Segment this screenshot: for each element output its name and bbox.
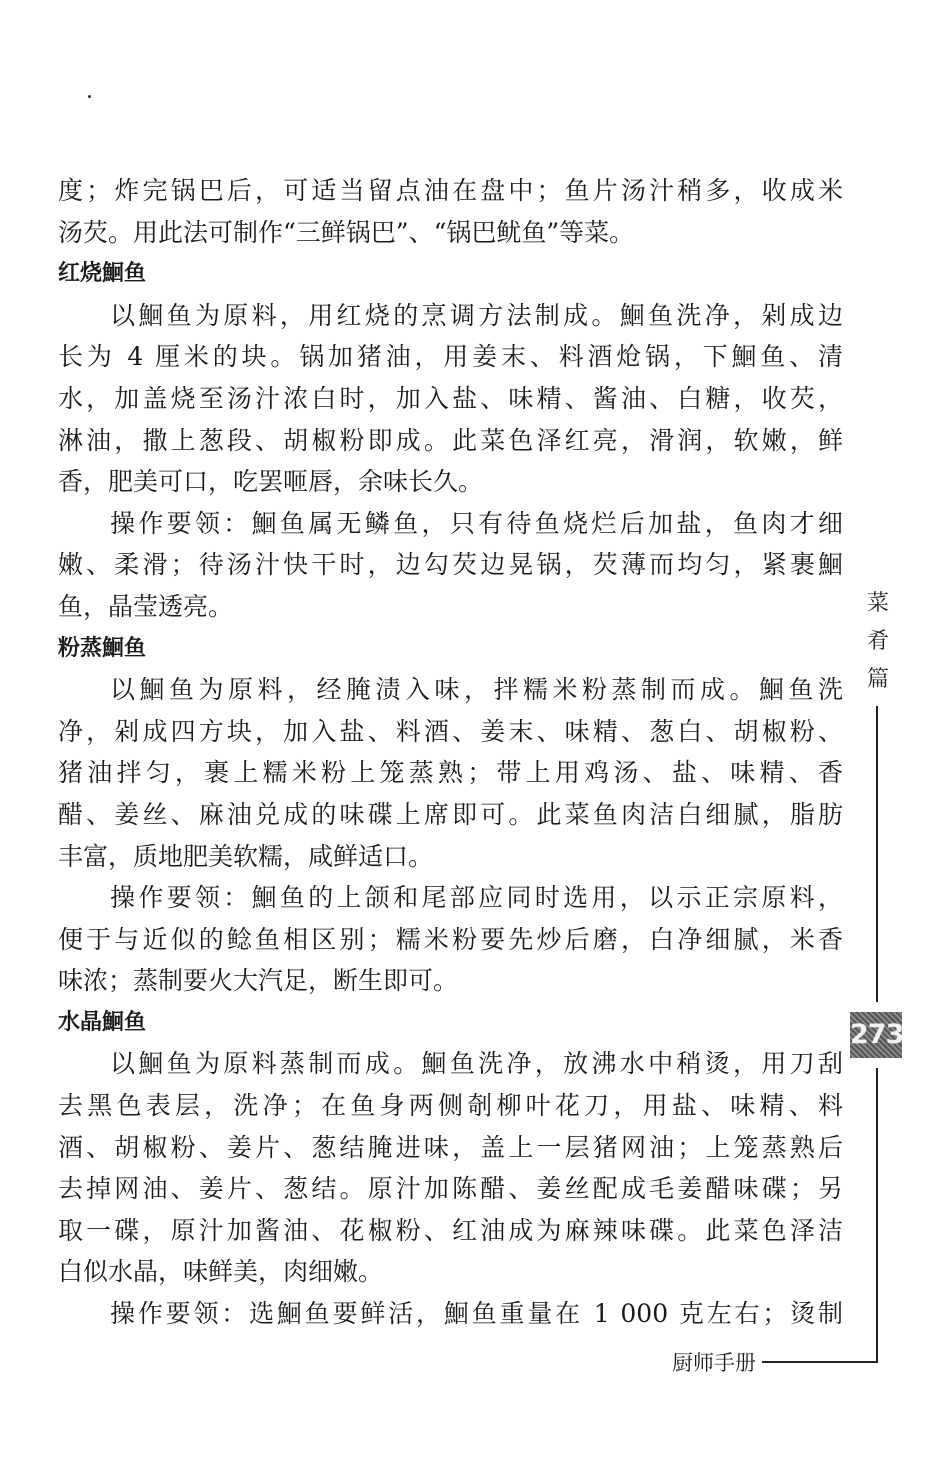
footer-rule — [762, 1361, 878, 1363]
text-line: 醋、姜丝、麻油兑成的味碟上席即可。此菜鱼肉洁白细腻，脂肪 — [58, 799, 843, 829]
section-char-2: 肴 — [866, 629, 889, 654]
text-line: 去黑色表层，洗净；在鱼身两侧剞柳叶花刀，用盐、味精、料 — [58, 1091, 843, 1121]
margin-rule-lower — [876, 1068, 878, 1363]
text-line: 长为 4 厘米的块。锅加猪油，用姜末、料酒炝锅，下鮰鱼、清 — [58, 342, 843, 372]
dish-heading: 水晶鮰鱼 — [58, 1009, 147, 1035]
text-line: 味浓；蒸制要火大汽足，断生即可。 — [58, 966, 459, 996]
paragraph-first-line: 以鮰鱼为原料，用红烧的烹调方法制成。鮰鱼洗净，剁成边 — [110, 300, 843, 330]
section-char-1: 菜 — [866, 591, 889, 616]
text-line: 便于与近似的鲶鱼相区别；糯米粉要先炒后磨，白净细腻，米香 — [58, 924, 843, 954]
scan-speck — [88, 95, 91, 98]
text-line: 鱼，晶莹透亮。 — [58, 591, 234, 621]
text-line: 汤芡。用此法可制作“三鲜锅巴”、“锅巴鱿鱼”等菜。 — [58, 217, 635, 247]
dish-heading: 粉蒸鮰鱼 — [58, 635, 147, 661]
section-char-3: 篇 — [866, 667, 889, 692]
text-line: 酒、胡椒粉、姜片、葱结腌进味，盖上一层猪网油；上笼蒸熟后 — [58, 1132, 843, 1162]
text-line: 淋油，撒上葱段、胡椒粉即成。此菜色泽红亮，滑润，软嫩，鲜 — [58, 425, 843, 455]
text-line: 取一碟，原汁加酱油、花椒粉、红油成为麻辣味碟。此菜色泽洁 — [58, 1215, 843, 1245]
section-label-vertical — [860, 585, 896, 699]
paragraph-first-line: 操作要领：鮰鱼属无鳞鱼，只有待鱼烧烂后加盐，鱼肉才细 — [110, 508, 843, 538]
text-line: 白似水晶，味鲜美，肉细嫩。 — [58, 1257, 384, 1287]
paragraph-first-line: 操作要领：选鮰鱼要鲜活，鮰鱼重量在 1 000 克左右；烫制 — [110, 1299, 843, 1329]
text-line: 猪油拌匀，裹上糯米粉上笼蒸熟；带上用鸡汤、盐、味精、香 — [58, 758, 843, 788]
margin-rule-upper — [876, 706, 878, 1002]
paragraph-first-line: 以鮰鱼为原料蒸制而成。鮰鱼洗净，放沸水中稍烫，用刀刮 — [110, 1049, 843, 1079]
page-number: 273 — [850, 1012, 902, 1058]
dish-heading: 红烧鮰鱼 — [58, 261, 147, 287]
paragraph-first-line: 以鮰鱼为原料，经腌渍入味，拌糯米粉蒸制而成。鮰鱼洗 — [110, 675, 843, 705]
text-line: 度；炸完锅巴后，可适当留点油在盘中；鱼片汤汁稍多，收成米 — [58, 176, 843, 205]
text-line: 净，剁成四方块，加入盐、料酒、姜末、味精、葱白、胡椒粉、 — [58, 716, 843, 746]
text-line: 香，肥美可口，吃罢咂唇，余味长久。 — [58, 467, 484, 497]
footer-book-title: 厨师手册 — [672, 1351, 756, 1375]
text-line: 丰富，质地肥美软糯，咸鲜适口。 — [58, 841, 434, 871]
text-line: 嫩、柔滑；待汤汁快干时，边勾芡边晃锅，芡薄而均匀，紧裹鮰 — [58, 550, 843, 580]
page-body-text — [58, 170, 843, 1335]
paragraph-first-line: 操作要领：鮰鱼的上颌和尾部应同时选用，以示正宗原料， — [110, 883, 843, 913]
text-line: 水，加盖烧至汤汁浓白时，加入盐、味精、酱油、白糖，收芡， — [58, 383, 843, 413]
text-line: 去掉网油、姜片、葱结。原汁加陈醋、姜丝配成毛姜醋味碟；另 — [58, 1174, 843, 1204]
